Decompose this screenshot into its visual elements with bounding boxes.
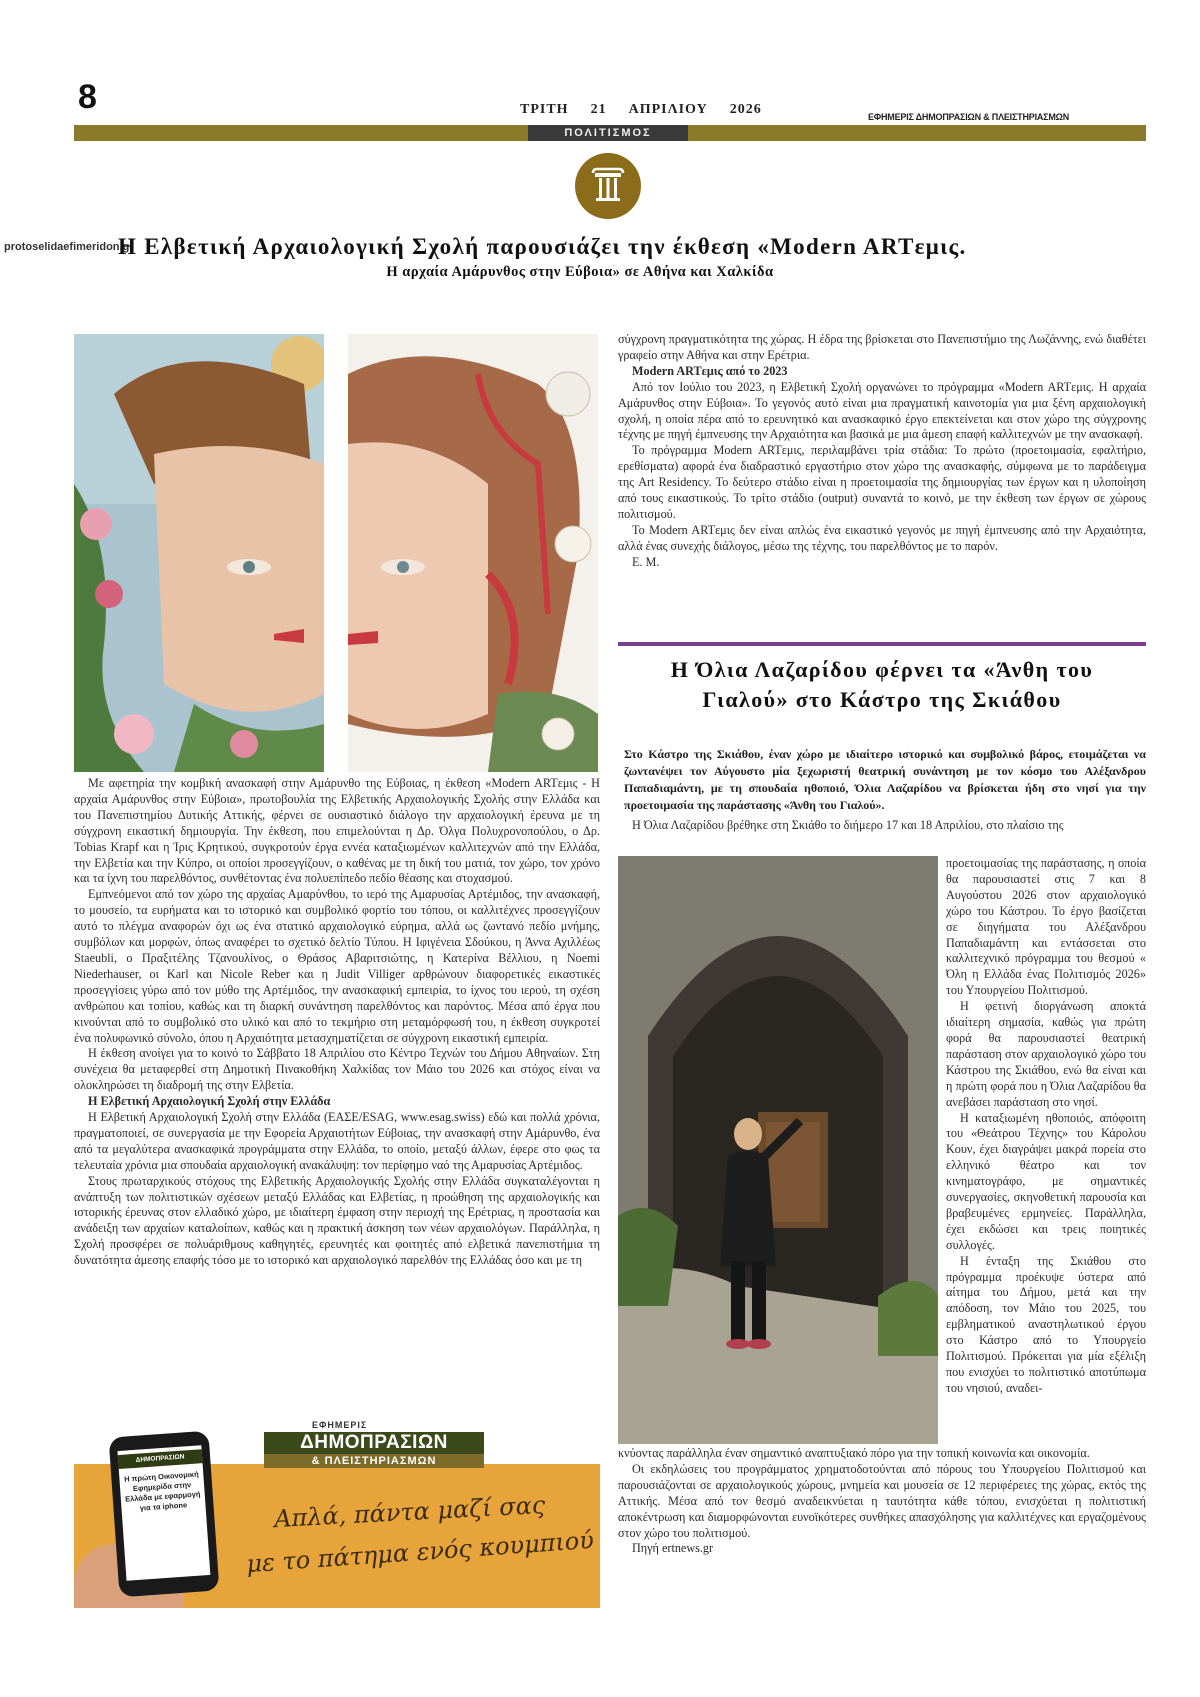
article2-bottom (618, 1446, 1146, 1557)
article2-title-line: Γιαλού» στο Κάστρο της Σκιάθου (702, 687, 1062, 712)
article1-signature: Ε. Μ. (632, 554, 660, 569)
article2-title-line: Η Όλια Λαζαρίδου φέρνει τα «Άνθη του (670, 657, 1094, 682)
advert-brand: ΔΗΜΟΠΡΑΣΙΩΝ (264, 1432, 484, 1454)
article1-paragraph: Με αφετηρία την κομβική ανασκαφή στην Αμάρυνθο της Εύβοιας, η έκθεση «Modern ARTεμις - Η αρχαία Αμάρυνθος στην Εύβοια», πρωτοβουλία της Ελβετικής Αρχαιολογικής Σχολής στην Ελλάδα και του Πανεπιστημίου Δυτικής Αττικής, φέρνει σε ουσιαστικό διάλογο την αρχαιολογική έρευνα με τη σύγχρονη εικαστική δημιουργία. Την έκθεση, που επιμελούνται η Δρ. Όλγα Πολυχρονοπούλου, ο Δρ. Tobias Krapf και η Ίρις Κρητικού, συγκροτούν έργα εννέα καταξιωμένων καλλιτεχνών από την Ελλάδα, την Ελβετία και την Κύπρο, οι οποίοι προσεγγίζουν, ο καθένας με τη δική του ματιά, τον χώρο, τον χρόνο και τα ίχνη του παρελθόντος, συνθέτοντας ένα πολυεπίπεδο πεδίο θέασης και στοχασμού. (74, 776, 600, 886)
article2-paragraph: προετοιμασίας της παράστασης, η οποία θα παρουσιαστεί στις 7 και 8 Αυγούστου 2026 στον αρχαιολογικό χώρο του Κάστρου. Το έργο βασίζεται σε διηγήματα του Αλέξανδρου Παπαδιαμάντη και εντάσσεται στο καλλιτεχνικό πρόγραμμα του θεσμού « Όλη η Ελλάδα ένας Πολιτισμός 2026» του Υπουργείου Πολιτισμού. (946, 856, 1146, 998)
article1-column-right (618, 332, 1146, 571)
advert-brand-subtitle: & ΠΛΕΙΣΤΗΡΙΑΣΜΩΝ (264, 1454, 484, 1468)
issue-month: ΑΠΡΙΛΙΟΥ (628, 102, 708, 117)
section-label: ΠΟΛΙΤΙΣΜΟΣ (528, 125, 688, 141)
article1-subhead: Modern ARTεμις από το 2023 (632, 363, 788, 378)
column-emblem-icon (575, 153, 641, 219)
masthead-small: ΕΦΗΜΕΡΙΣ ΔΗΜΟΠΡΑΣΙΩΝ & ΠΛΕΙΣΤΗΡΙΑΣΜΩΝ (868, 112, 1069, 122)
article1-paragraph: Το Modern ARTεμις δεν είναι απλώς ένα εικαστικό γεγονός με πηγή έμπνευσης από την Αρχαιότητα, αλλά ένας συνεχής διάλογος, μέσω της τέχνης, του παρελθόντος με το παρόν. (618, 522, 1146, 553)
phone-screen-text: Η πρώτη Οικονομική Εφημερίδα στην Ελλάδα με εφαρμογή για τα iphone (123, 1469, 201, 1513)
issue-date (520, 102, 762, 118)
issue-day: ΤΡΙΤΗ (520, 102, 569, 117)
article1-paragraph: Η έκθεση ανοίγει για το κοινό το Σάββατο 18 Απριλίου στο Κέντρο Τεχνών του Δήμου Αθηναίων. Στη συνέχεια θα μεταφερθεί στη Δημοτική Πινακοθήκη Χαλκίδας τον Μάιο του 2026 και στόχος είναι να ολοκληρώσει τη διαδρομή της στην Ελβετία. (74, 1046, 600, 1093)
article1-continuation: σύγχρονη πραγματικότητα της χώρας. Η έδρα της βρίσκεται στο Πανεπιστήμιο της Λωζάννης, ενώ διαθέτει γραφείο στην Αθήνα και στην Ερέτρια. (618, 332, 1146, 362)
article2-paragraph: Η Όλια Λαζαρίδου βρέθηκε στη Σκιάθο το διήμερο 17 και 18 Απριλίου, στο πλαίσιο της (632, 818, 1064, 832)
issue-date-day: 21 (590, 102, 607, 117)
castle-photo (618, 856, 938, 1444)
article1-paragraph: Η Ελβετική Αρχαιολογική Σχολή στην Ελλάδα (ΕΑΣΕ/ESAG, www.esag.swiss) εδώ και πολλά χρόνια, πραγματοποιεί, σε συνεργασία με την Εφορεία Αρχαιοτήτων Εύβοιας, την ανασκαφή στην Αμάρυνθο, ένα από τα μεγαλύτερα ανασκαφικά προγράμματα στην Ελλάδα, το οποίο, μεταξύ άλλων, έφερε στο φως τα τελευταία χρόνια μια σπουδαία αρχαιολογική ανακάλυψη: τον περίφημο ναό της Αμαρυσίας Αρτέμιδος. (74, 1110, 600, 1172)
page-number: 8 (78, 78, 97, 116)
article1-paragraph: Από τον Ιούλιο του 2023, η Ελβετική Σχολή οργανώνει το πρόγραμμα «Modern ARTεμις. Η αρχαία Αμάρυνθος στην Εύβοια». Το γεγονός αυτό είναι μια πραγματική καινοτομία για μια ξένη αρχαιολογική σχολή, η οποία πέρα από το ερευνητικό και ανασκαφικό έργο επεκτείνεται και στον χώρο της σύγχρονης τέχνης με πηγή έμπνευσης την Αρχαιότητα και βασικά με μια άμεση επαφή καλλιτεχνών με την ανασκαφή. (618, 379, 1146, 442)
advert-slogan-line: Απλά, πάντα μαζί σας (273, 1490, 546, 1534)
article1-paragraph: Στους πρωταρχικούς στόχους της Ελβετικής Αρχαιολογικής Σχολής στην Ελλάδα συγκαταλέγονται η ανάπτυξη των πολιτιστικών σχέσεων μεταξύ Ελλάδας και Ελβετίας, η προώθηση της αρχαιολογικής και ιστορικής έρευνας στον ελλαδικό χώρο, με ιδιαίτερη έμφαση στην περιοχή της Ερέτριας, η προστασία και ανάδειξη των αρχαίων καταλοίπων, καθώς και η πρακτική άσκηση των νέων αρχαιολόγων. Παράλληλα, η Σχολή προσφέρει σε πολυάριθμους καθηγητές, ερευνητές και φοιτητές από ελβετικά πανεπιστήμια τη δυνατότητα άμεσης επαφής τόσο με το ιστορικό και αρχαιολογικό παρελθόν της Ελλάδας όσο και με τη (74, 1173, 600, 1268)
artwork-photo-left (74, 334, 324, 772)
article2-paragraph: Οι εκδηλώσεις του προγράμματος χρηματοδοτούνται από πόρους του Υπουργείου Πολιτισμού και παρουσιάζονται σε αρχαιολογικούς χώρους, μνημεία και μουσεία σε 12 περιφέρειες της χώρας, εκτός της Αττικής. Μέσα από τον θεσμό αναδεικνύεται η ταυτότητα κάθε τόπου, ενισχύεται η πολιτιστική αποκέντρωση και διαμορφώνονται ευνοϊκότερες συνθήκες απασχόλησης για καλλιτέχνες και εργαζομένους στον χώρο του πολιτισμού. (618, 1461, 1146, 1540)
article1-paragraph: Εμπνεόμενοι από τον χώρο της αρχαίας Αμαρύνθου, το ιερό της Αμαρυσίας Αρτέμιδος, την ανασκαφή, το μουσείο, τα ευρήματα και το ιστορικό και συμβολικό φορτίο του τόπου, οι καλλιτέχνες προσεγγίζουν αυτό το πλέγμα αναφορών όχι ως ένα στατικό αρχαιολογικό εύρημα, αλλά ως ζωντανό πεδίο μνήμης, συμβόλων και μορφών, όπως αναφέρει το σχετικό δελτίο Τύπου. Η Ιφιγένεια Σδούκου, η Άννα Αχιλλέως Staeubli, ο Πραξιτέλης Τζανουλίνος, ο Θράσος Αβαριτσιώτης, η Κατερίνα Βέλλιου, η Noemi Niederhauser, οι Karl και Nicole Reber και η Judit Villiger αρθρώνουν διαφορετικές εικαστικές προσεγγίσεις γύρω από τον μύθο της Αρτέμιδος, την ανασκαφική εμπειρία, το ίχνος του ιερού, τη σχέση ανθρώπου και τοπίου, καθώς και τη διαρκή συνάντηση παρελθόντος και παρόντος. Μέσα από έργα που κινούνται από το συμβολικό στο υλικό και από το τεκμήριο στη μεταμόρφωσή του, η έκθεση συγκροτεί ένα πολυφωνικό σύνολο, όπου η Αρχαιότητα μετασχηματίζεται σε σύγχρονη εικαστική εμπειρία. (74, 887, 600, 1045)
newspaper-app-advert[interactable] (74, 1414, 600, 1608)
article2-lead: Στο Κάστρο της Σκιάθου, έναν χώρο με ιδιαίτερο ιστορικό και συμβολικό βάρος, ετοιμάζεται να ζωντανέψει τον Αύγουστο μία ξεχωριστή θεατρική συνάντηση με τον κόσμο του Αλέξανδρου Παπαδιαμάντη, με τη σπουδαία ηθοποιό, Όλια Λαζαρίδου να βρίσκεται ήδη στο νησί για την προετοιμασία της παράστασης «Άνθη του Γιαλού». (624, 747, 1146, 812)
article1-subhead: Η Ελβετική Αρχαιολογική Σχολή στην Ελλάδα (88, 1094, 331, 1109)
article2-paragraph: Η ένταξη της Σκιάθου στο πρόγραμμα προέκυψε ύστερα από αίτημα του Δήμου, μετά και την απόδοση, τον Μάιο του 2025, του εμβληματικού αναστηλωτικού έργου στο Κάστρο από το Υπουργείο Πολιτισμού. Πρόκειται για μία εξέλιξη που ενισχύει το πολιτιστικό αποτύπωμα του νησιού, αναδει- (946, 1253, 1146, 1395)
watermark: protoselidaefimeridon.gr (4, 241, 134, 253)
article2-paragraph: κνύοντας παράλληλα έναν σημαντικό αναπτυξιακό πόρο για την τοπική κοινωνία και οικονομία. (618, 1446, 1090, 1460)
article2-paragraph: Η καταξιωμένη ηθοποιός, απόφοιτη του «Θεάτρου Τέχνης» του Κάρολου Κουν, έχει διαγράψει μακρά πορεία στο ελληνικό θέατρο και τον κινηματογράφο, με σημαντικές συνεργασίες, σκηνοθετική παρουσία και βραβευμένες ερμηνείες. Παράλληλα, έχει εκδώσει και τρεις ποιητικές συλλογές. (946, 1110, 1146, 1252)
article1-column-left (74, 776, 600, 1269)
article2-source: Πηγή ertnews.gr (632, 1541, 714, 1556)
article1-title: Η Ελβετική Αρχαιολογική Σχολή παρουσιάζει την έκθεση «Modern ARTεμις. (118, 234, 967, 259)
article-divider (618, 642, 1146, 646)
issue-year: 2026 (729, 102, 762, 117)
article1-paragraph: Το πρόγραμμα Modern ARTεμις, περιλαμβάνει τρία στάδια: Το πρώτο (προετοιμασία, εφαλτήριο, ερεθίσματα) αφορά ένα διαδραστικό εργαστήριο στον χώρο της ανασκαφής, σύμφωνα με το παράδειγμα της Art Residency. Το δεύτερο στάδιο είναι η προετοιμασία της δημιουργίας των έργων και η υλοποίηση από τους εικαστικούς. Το τρίτο στάδιο (output) συναντά το κοινό, με την έκθεση των έργων σε χώρους πολιτισμού. (618, 443, 1146, 521)
artwork-photo-right (348, 334, 598, 772)
article2-intro (618, 818, 1146, 834)
advert-brand-small: ΕΦΗΜΕΡΙΣ (312, 1420, 368, 1430)
article2-title (618, 655, 1146, 715)
phone-screen (117, 1445, 210, 1581)
article2-paragraph: Η φετινή διοργάνωση αποκτά ιδιαίτερη σημασία, καθώς για πρώτη φορά θα παρουσιαστεί θεατρική παράσταση στον αρχαιολογικό χώρο του Κάστρου της Σκιάθου, ενώ θα είναι και η πρώτη φορά που η Όλια Λαζαρίδου θα ανεβάσει παράσταση στο νησί. (946, 999, 1146, 1109)
smartphone-icon (109, 1431, 220, 1598)
advert-slogan-line: με το πάτημα ενός κουμπιού (245, 1525, 595, 1579)
phone-screen-masthead: ΔΗΜΟΠΡΑΣΙΩΝ (118, 1449, 203, 1469)
article2-side-column (946, 856, 1146, 1397)
article1-subtitle: Η αρχαία Αμάρυνθος στην Εύβοια» σε Αθήνα και Χαλκίδα (386, 264, 774, 280)
